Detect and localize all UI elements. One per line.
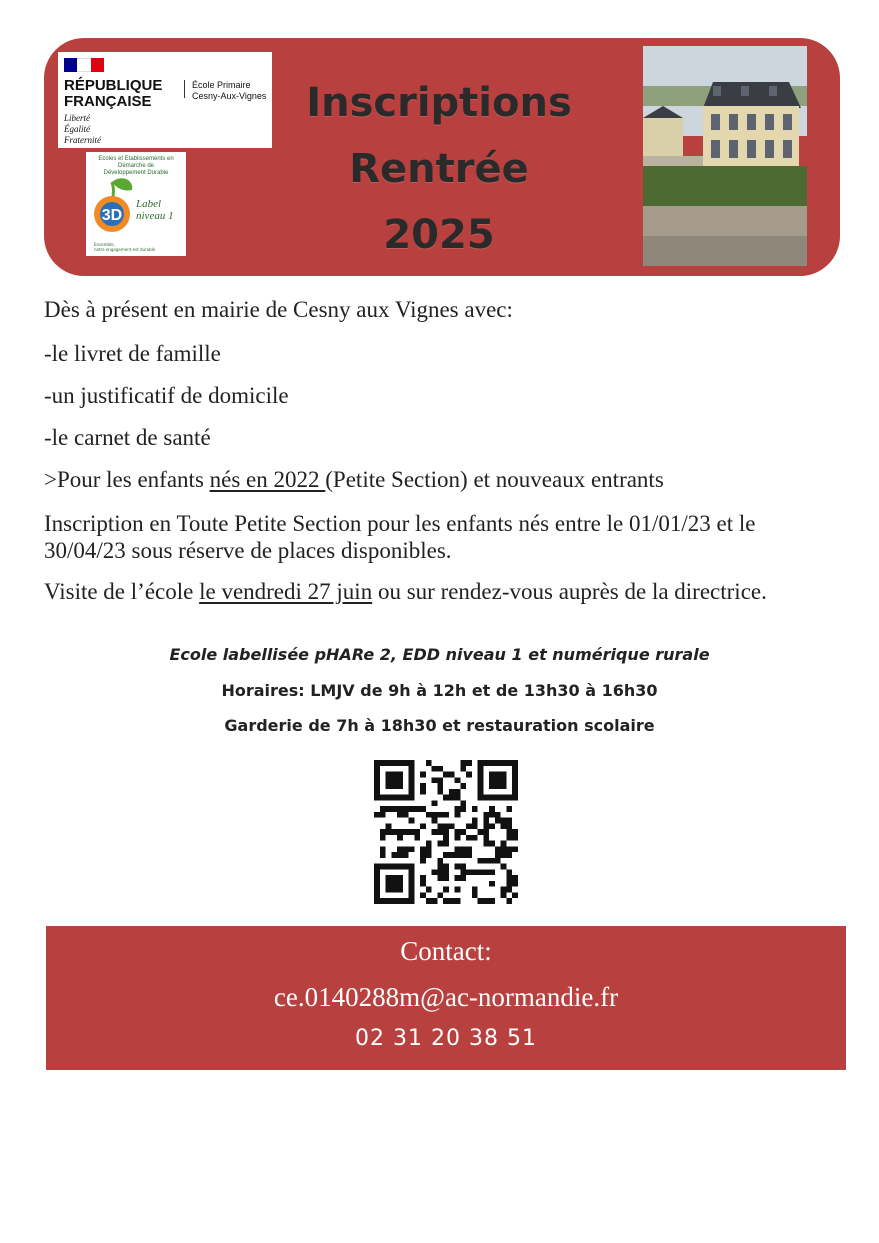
page-title xyxy=(284,70,594,268)
logo-separator xyxy=(184,80,185,98)
visit-prefix: Visite de l’école xyxy=(44,579,200,604)
requirement-item: -un justificatif de domicile xyxy=(44,383,289,408)
svg-text:3D: 3D xyxy=(101,207,123,224)
e3d-caption: Ecoles et Etablissements en Démarche de Développement Durable xyxy=(98,156,174,176)
republique-title: RÉPUBLIQUE FRANÇAISE xyxy=(64,77,163,110)
republique-francaise-logo xyxy=(58,52,272,148)
school-building-photo xyxy=(643,46,807,266)
hours-line: Horaires: LMJV de 9h à 12h et de 13h30 à 16h30 xyxy=(221,681,658,700)
e3d-level-label: Label niveau 1 xyxy=(136,198,174,222)
visit-suffix: ou sur rendez-vous auprès de la directrice. xyxy=(372,579,767,604)
e3d-leaf-icon xyxy=(92,174,138,238)
title-line-2: Rentrée xyxy=(349,146,529,192)
requirement-item: -le carnet de santé xyxy=(44,425,211,450)
contact-title: Contact: xyxy=(400,936,492,966)
intro-text: Dès à présent en mairie de Cesny aux Vignes avec: xyxy=(44,297,513,322)
visit-paragraph xyxy=(44,578,834,605)
children-prefix: >Pour les enfants xyxy=(44,467,210,492)
contact-email[interactable]: ce.0140288m@ac-normandie.fr xyxy=(273,982,619,1012)
children-line xyxy=(44,466,664,493)
children-suffix: (Petite Section) et nouveaux entrants xyxy=(325,467,664,492)
e3d-label-logo xyxy=(86,152,186,256)
qr-code[interactable] xyxy=(374,760,518,904)
contact-phone[interactable]: 02 31 20 38 51 xyxy=(355,1026,537,1051)
republique-motto: Liberté Égalité Fraternité xyxy=(64,113,101,145)
marianne-flag-icon xyxy=(64,58,104,72)
daycare-line: Garderie de 7h à 18h30 et restauration scolaire xyxy=(224,716,655,735)
title-line-1: Inscriptions xyxy=(306,80,572,126)
requirement-item: -le livret de famille xyxy=(44,341,221,366)
visit-date: le vendredi 27 juin xyxy=(199,579,373,604)
contact-box xyxy=(46,926,846,1070)
children-birth-year: nés en 2022 xyxy=(209,467,326,492)
e3d-footer: Ensemble, notre engagement est durable xyxy=(94,242,156,252)
labels-line: Ecole labellisée pHARe 2, EDD niveau 1 et numérique rurale xyxy=(169,645,710,664)
school-name: École Primaire Cesny-Aux-Vignes xyxy=(192,80,267,101)
title-line-3: 2025 xyxy=(383,212,495,258)
tps-paragraph: Inscription en Toute Petite Section pour les enfants nés entre le 01/01/23 et le 30/04/23 sous réserve de places disponibles. xyxy=(44,511,756,563)
